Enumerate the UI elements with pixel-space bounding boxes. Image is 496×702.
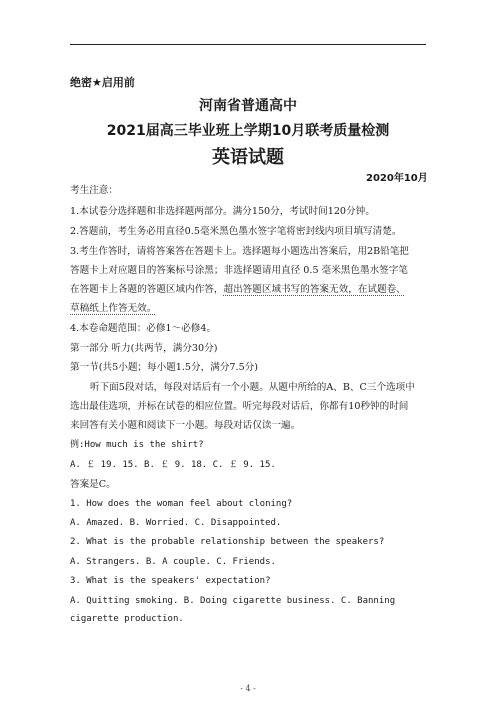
exam-date: 2020年10月: [366, 173, 428, 184]
question-3-options: A. Quitting smoking. B. Doing cigarette business. C. Banning: [70, 596, 396, 606]
title-line-1: 河南省普通高中: [199, 98, 297, 114]
title-line-2: 2021届高三毕业班上学期10月联考质量检测: [106, 123, 390, 139]
notice-item-2: 2.答题前，考生务必用直径0.5毫米黑色墨水签字笔将密封线内项目填写清楚。: [70, 226, 402, 237]
notice-item-3-line-1: 3.考生作答时，请将答案答在答题卡上。选择题每小题选出答案后，用2B铅笔把: [70, 246, 409, 257]
confidential-label: 绝密★启用前: [70, 76, 135, 89]
notice-item-3-line-4: 草稿纸上作答无效。: [70, 303, 157, 314]
part-1-heading: 第一部分 听力(共两节，满分30分): [70, 343, 218, 354]
header-rule: [70, 44, 426, 45]
notice-item-1: 1.本试卷分选择题和非选择题两部分。满分150分，考试时间120分钟。: [70, 206, 375, 217]
example-answer: 答案是C。: [70, 479, 116, 490]
notice-heading: 考生注意：: [70, 185, 118, 196]
question-1-options: A. Amazed. B. Worried. C. Disappointed.: [70, 518, 282, 528]
page-number: - 4 -: [240, 684, 256, 693]
instructions-line-3: 来回答有关小题和阅读下一小题。每段对话仅读一遍。: [70, 420, 301, 431]
notice-item-3-line-3: [70, 283, 406, 296]
notice-item-3-line-3-part-a: 在答题卡上各题的答题区域内作答，: [70, 284, 224, 295]
question-1: 1. How does the woman feel about cloning?: [70, 499, 293, 509]
title-subject: 英语试题: [212, 147, 284, 168]
example-options: A. ￡ 19. 15. B. ￡ 9. 18. C. ￡ 9. 15.: [70, 460, 276, 470]
question-3-options-continued: cigarette production.: [70, 614, 184, 624]
question-2: 2. What is the probable relationship between the speakers?: [70, 537, 385, 547]
notice-item-4: 4.本卷命题范围：必修1～必修4。: [70, 323, 217, 334]
question-3: 3. What is the speakers' expectation?: [70, 576, 271, 586]
example-question: 例:How much is the shirt?: [70, 440, 204, 450]
notice-item-3-line-3-emphasis: 超出答题区域书写的答案无效，在试题卷、: [223, 284, 406, 295]
instructions-line-1: 听下面5段对话，每段对话后有一个小题。从题中所给的A、B、C三个选项中: [90, 382, 415, 393]
instructions-line-2: 选出最佳选项，并标在试卷的相应位置。听完每段对话后，你都有10秒钟的时间: [70, 401, 409, 412]
notice-item-3-line-2: 答题卡上对应题目的答案标号涂黑；非选择题请用直径 0.5 毫米黑色墨水签字笔: [70, 265, 408, 276]
section-1-heading: 第一节(共5小题；每小题1.5分，满分7.5分): [70, 362, 259, 373]
question-2-options: A. Strangers. B. A couple. C. Friends.: [70, 557, 276, 567]
